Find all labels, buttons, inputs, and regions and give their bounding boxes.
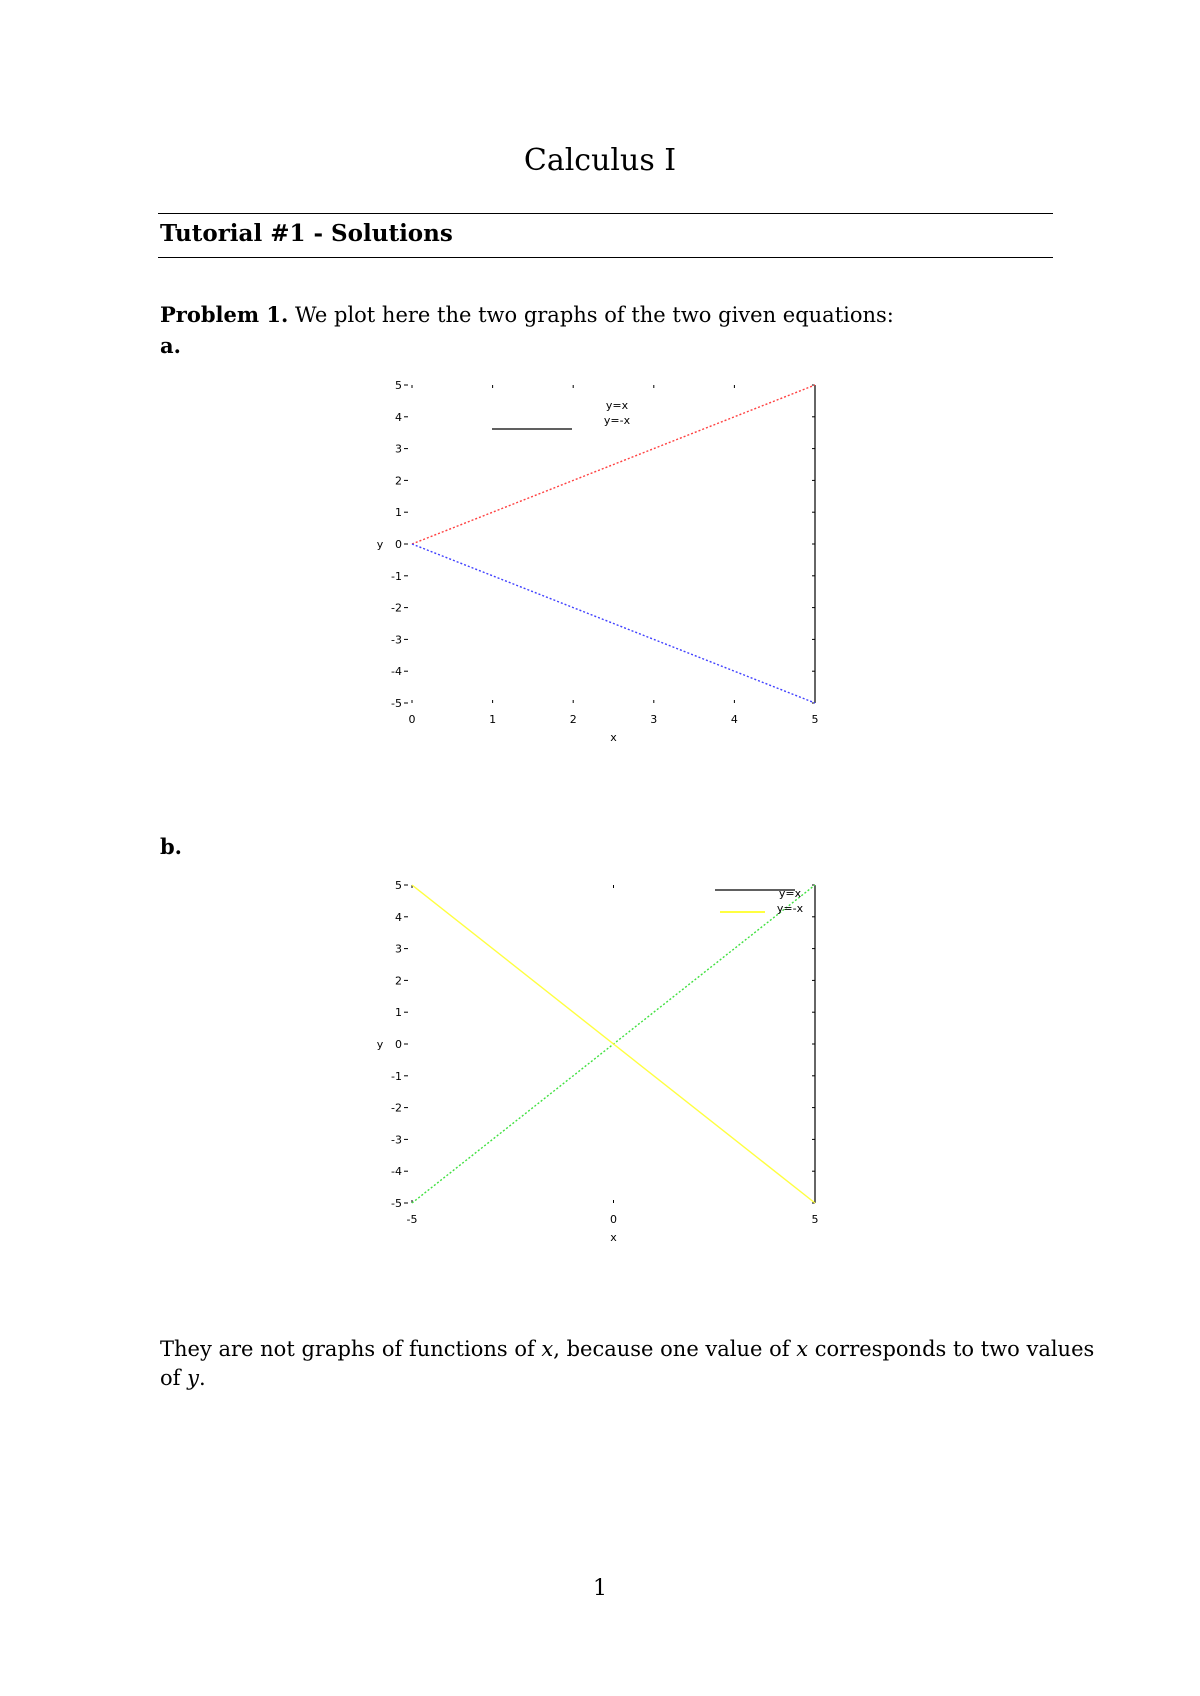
y-tick-label: 0 (395, 538, 402, 551)
chart-b (360, 870, 840, 1260)
x-tick-label: 2 (569, 713, 577, 726)
y-tick-label: 2 (395, 474, 402, 488)
problem-label: Problem 1. (160, 302, 289, 327)
legend-label: y=-x (776, 902, 804, 915)
y-tick-label: -4 (391, 1165, 402, 1179)
y-axis-label: y (376, 538, 384, 551)
x-tick-label: 3 (650, 713, 658, 726)
y-tick-label: 0 (395, 1038, 402, 1051)
y-tick-label: 1 (395, 506, 402, 520)
x-tick-label: 5 (811, 713, 819, 726)
y-tick-label: 3 (395, 442, 402, 456)
section-heading: Tutorial #1 - Solutions (160, 220, 453, 247)
y-tick-label: -1 (391, 569, 402, 583)
part-a-label: a. (160, 333, 181, 358)
conclusion-line-2 (160, 1366, 206, 1390)
conclusion-text: , because one value of (553, 1337, 797, 1361)
chart-b-svg (360, 870, 840, 1260)
y-tick-label: 4 (395, 910, 402, 924)
legend-label: y=-x (603, 414, 631, 427)
page-number: 1 (593, 1576, 607, 1601)
y-tick-label: -5 (391, 1197, 402, 1210)
page-title: Calculus I (523, 143, 677, 178)
legend-label: y=x (605, 399, 629, 412)
y-tick-label: -3 (391, 633, 402, 647)
x-tick-label: -5 (406, 1213, 418, 1226)
problem-statement (160, 302, 894, 327)
y-tick-label: 2 (395, 974, 402, 988)
x-axis-label: x (610, 731, 617, 744)
conclusion-text: corresponds to two values (808, 1337, 1095, 1361)
chart-a (360, 370, 840, 760)
problem-text: We plot here the two graphs of the two given equations: (295, 303, 894, 327)
y-tick-label: -1 (391, 1069, 402, 1083)
legend-label: y=x (778, 887, 802, 900)
y-tick-label: -3 (391, 1133, 402, 1147)
math-var-x: x (541, 1337, 554, 1361)
conclusion-text: of (160, 1366, 188, 1390)
part-b-label: b. (160, 834, 182, 859)
y-tick-label: 5 (395, 879, 402, 892)
heading-rule-bottom (158, 257, 1053, 258)
conclusion-text: They are not graphs of functions of (160, 1337, 542, 1361)
math-var-x: x (796, 1337, 809, 1361)
chart-a-svg (360, 370, 840, 760)
x-tick-label: 0 (610, 1213, 617, 1226)
math-var-y: y (187, 1366, 199, 1390)
y-tick-label: -5 (391, 697, 402, 710)
x-tick-label: 1 (489, 713, 497, 726)
conclusion-text: . (198, 1366, 206, 1390)
y-tick-label: -2 (391, 601, 402, 615)
y-tick-label: -2 (391, 1101, 402, 1115)
y-axis-label: y (376, 1038, 384, 1051)
conclusion-line-1 (160, 1337, 1094, 1361)
heading-rule-top (158, 213, 1053, 214)
y-tick-label: 1 (395, 1006, 402, 1020)
y-tick-label: 3 (395, 942, 402, 956)
x-tick-label: 4 (730, 713, 738, 726)
y-tick-label: -4 (391, 665, 402, 679)
y-tick-label: 5 (395, 379, 402, 392)
y-tick-label: 4 (395, 410, 402, 424)
x-tick-label: 0 (408, 713, 416, 726)
x-tick-label: 5 (811, 1213, 819, 1226)
x-axis-label: x (610, 1231, 617, 1244)
series-line-2 (412, 544, 815, 703)
